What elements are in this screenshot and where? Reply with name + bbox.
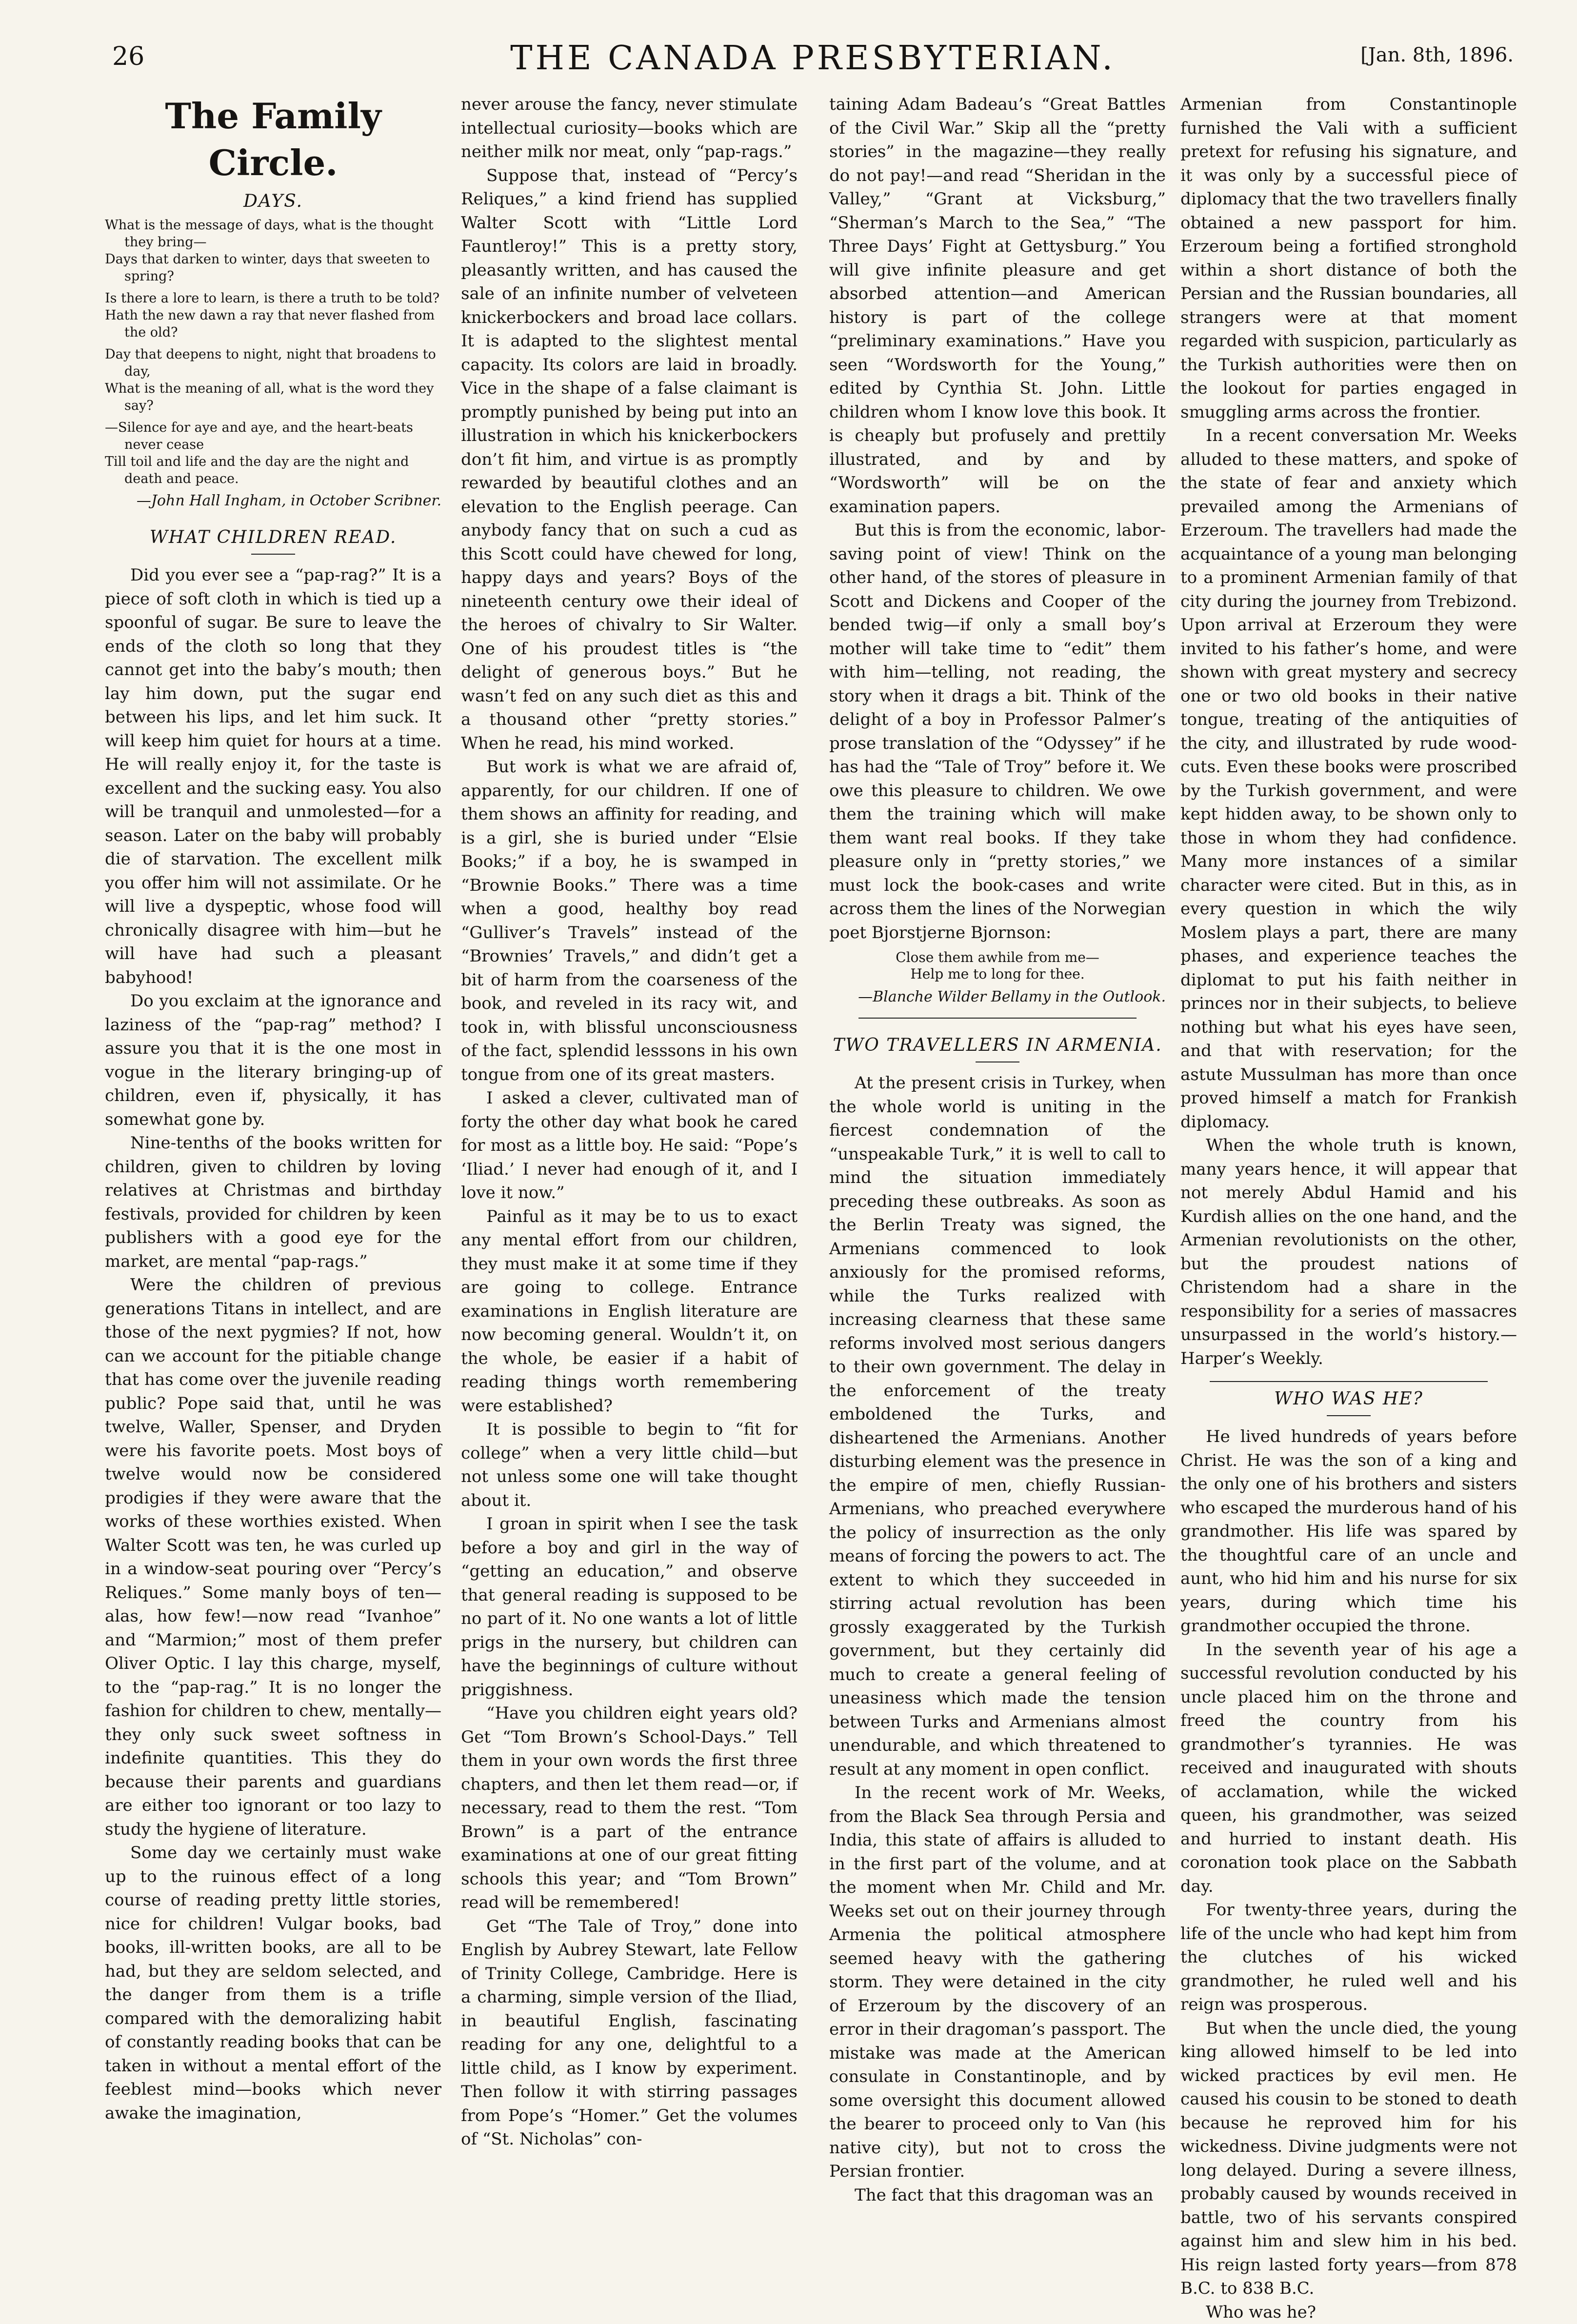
paragraph: But this is from the economic, labor-saving point of view! Think on the other hand, of the stores of pleasure in Scott and Dickens and Cooper of the bended twig—if only a small boy’s mother will take time to “edit” them with him—telling, not reading, the story when it drags a bit. Think of the delight of a boy in Professor Palmer’s prose translation of the “Odyssey” if he has had the “Tale of Troy” before it. We owe this pleasure to children. We owe them the training which will make them want real books. If they take pleasure only in “pretty stories,” we must lock the book-cases and write across them the lines of the Norwegian poet Bjorstjerne Bjornson: [829,519,1166,944]
issue-date: [Jan. 8th, 1896. [1360,44,1514,66]
quote-line: Help me to long for thee. [829,966,1166,982]
column-4 [1180,93,1517,2147]
article-title: TWO TRAVELLERS IN ARMENIA. [829,1034,1166,1057]
column-2 [461,93,798,2147]
poem-line: What is the message of days, what is the thought they bring— [105,217,441,251]
paragraph: Who was he? [1180,2301,1517,2324]
paragraph: I asked a clever, cultivated man of forty the other day what book he cared for most as a little boy. He said: “Pope’s ‘Iliad.’ I never had enough of it, and I love it now.” [461,1086,798,1205]
poem-title: DAYS. [105,190,441,213]
paragraph: But work is what we are afraid of, apparently, for our children. If one of them shows an affinity for reading, and is a girl, she is buried under “Elsie Books;” if a boy, he is swamped in “Brownie Books.” There was a time when a good, healthy boy read “Gulliver’s Travels” instead of the “Brownies’ Travels,” and didn’t get a bit of harm from the coarseness of the book, and reveled in its racy wit, and took in, with blissful unconsciousness of the fact, splendid lesssons in his own tongue from one of its great masters. [461,755,798,1086]
poem-line: Till toil and life and the day are the night and death and peace. [105,453,441,487]
paragraph: Do you exclaim at the ignorance and laziness of the “pap-rag” method? I assure you that it is the one most in vogue in the literary bringing-up of children, even if, physically, it has somewhat gone by. [105,989,441,1131]
page-number: 26 [112,42,144,71]
paragraph: But when the uncle died, the young king allowed himself to be led into wicked practices by evil men. He caused his cousin to be stoned to death because he reproved him for his wickedness. Divine judgments were not long delayed. During a severe illness, probably caused by wounds received in battle, two of his servants conspired against him and slew him in his bed. His reign lasted forty years—from 878 B.C. to 838 B.C. [1180,2017,1517,2301]
article-title: WHO WAS HE? [1180,1388,1517,1410]
title-rule [1327,1415,1371,1416]
newspaper-title: THE CANADA PRESBYTERIAN. [112,39,1514,78]
paragraph: Did you ever see a “pap-rag?” It is a piece of soft cloth in which is tied up a spoonful of sugar. Be sure to leave the ends of the cloth so long that they cannot get into the baby’s mouth; then lay him down, put the sugar end between his lips, and let him suck. It will keep him quiet for hours at a time. He will really enjoy it, for the taste is excellent and the sucking easy. You also will be tranquil and unmolested—for a season. Later on the baby will probably die of starvation. The excellent milk you offer him will not assimilate. Or he will live a dyspeptic, whose food will chronically disagree with him—but he will have had such a pleasant babyhood! [105,563,441,989]
poem-line: What is the meaning of all, what is the word they say? [105,380,441,414]
title-rule [251,554,295,555]
column-1 [105,93,441,2147]
poem-line: Days that darken to winter, days that sweeten to spring? [105,251,441,285]
column-3 [829,93,1166,2147]
poem-line: Day that deepens to night, night that broadens to day, [105,346,441,380]
poem-line: —Silence for aye and aye, and the heart-beats never cease [105,419,441,453]
paragraph: In the seventh year of his age a successful revolution conducted by his uncle placed him on the throne and freed the country from his grandmother’s tyrannies. He was received and inaugurated with shouts of acclamation, while the wicked queen, his grandmother, was seized and hurried to instant death. His coronation took place on the Sabbath day. [1180,1638,1517,1899]
quote [829,949,1166,982]
paragraph: At the present crisis in Turkey, when the whole world is uniting in the fiercest condemnation of the “unspeakable Turk,” it is well to call to mind the situation immediately preceding these outbreaks. As soon as the Berlin Treaty was signed, the Armenians commenced to look anxiously for the promised reforms, while the Turks realized with increasing clearness that these same reforms involved most serious dangers to their own government. The delay in the enforcement of the treaty emboldened the Turks, and disheartened the Armenians. Another disturbing element was the presence in the empire of men, chiefly Russian-Armenians, who preached everywhere the policy of insurrection as the only means of forcing the powers to act. The extent to which they succeeded in stirring actual revolution has been grossly exaggerated by the Turkish government, but they certainly did much to create a general feeling of uneasiness which made the tension between Turks and Armenians almost unendurable, and which threatened to result at any moment in open conflict. [829,1071,1166,1781]
article-title: WHAT CHILDREN READ. [105,526,441,549]
masthead [112,39,1514,88]
poem-line: Is there a lore to learn, is there a truth to be told? [105,290,441,307]
paragraph: Get “The Tale of Troy,” done into English by Aubrey Stewart, late Fellow of Trinity College, Cambridge. Here is a charming, simple version of the Iliad, in beautiful English, fascinating reading for any one, delightful to a little child, as I know by experiment. Then follow it with stirring passages from Pope’s “Homer.” Get the volumes of “St. Nicholas” con- [461,1915,798,2151]
paragraph: taining Adam Badeau’s “Great Battles of the Civil War.” Skip all the “pretty stories” in the magazine—they really do not pay!—and read “Sheridan in the Valley,” “Grant at Vicksburg,” “Sherman’s March to the Sea,” “The Three Days’ Fight at Gettysburg.” You will give infinite pleasure and get absorbed attention—and American history is part of the college “preliminary examinations.” Have you seen “Wordsworth for the Young,” edited by Cynthia St. John. Little children whom I know love this book. It is cheaply but profusely and prettily illustrated, and by and by “Wordsworth” will be on the examination papers. [829,93,1166,519]
paragraph: Nine-tenths of the books written for children, given to children by loving relatives at Christmas and birthday festivals, provided for children by keen publishers with a good eye for the market, are mental “pap-rags.” [105,1131,441,1273]
paragraph: He lived hundreds of years before Christ. He was the son of a king and the only one of his brothers and sisters who escaped the murderous hand of his grandmother. His life was spared by the thoughtful care of an uncle and aunt, who hid him and his nurse for six years, during which time his grandmother occupied the throne. [1180,1425,1517,1638]
poem-line: Hath the new dawn a ray that never flashed from the old? [105,307,441,341]
poem-attribution: —John Hall Ingham, in October Scribner. [105,491,441,511]
paragraph: Painful as it may be to us to exact any mental effort from our children, they must make it at some time if they are going to college. Entrance examinations in English literature are now becoming general. Wouldn’t it, on the whole, be easier if a habit of reading things worth remembering were established? [461,1205,798,1418]
paragraph: When the whole truth is known, many years hence, it will appear that not merely Abdul Hamid and his Kurdish allies on the one hand, and the Armenian revolutionists on the other, but the proudest nations of Christendom had a share in the responsibility for a series of massacres unsurpassed in the world’s history.—Harper’s Weekly. [1180,1134,1517,1370]
section-rule [1210,1381,1488,1382]
paragraph: The fact that this dragoman was an [829,2184,1166,2207]
section-title: The Family Circle. [105,93,441,186]
paragraph: For twenty-three years, during the life of the uncle who had kept him from the clutches of his wicked grandmother, he ruled well and his reign was prosperous. [1180,1898,1517,2017]
paragraph: Were the children of previous generations Titans in intellect, and are those of the next pygmies? If not, how can we account for the pitiable change that has come over the juvenile reading public? Pope said that, until he was twelve, Waller, Spenser, and Dryden were his favorite poets. Most boys of twelve would now be considered prodigies if they were aware that the works of these worthies existed. When Walter Scott was ten, he was curled up in a window-seat pouring over “Percy’s Reliques.” Some manly boys of ten—alas, how few!—now read “Ivanhoe” and “Marmion;” most of them prefer Oliver Optic. I lay this charge, myself, to the “pap-rag.” It is no longer the fashion for children to chew, mentally—they only suck sweet softness in indefinite quantities. This they do because their parents and guardians are either too ignorant or too lazy to study the hygiene of literature. [105,1273,441,1841]
paragraph: Suppose that, instead of “Percy’s Reliques,” a kind friend has supplied Walter Scott with “Little Lord Fauntleroy!” This is a pretty story, pleasantly written, and has caused the sale of an infinite number of velveteen knickerbockers and broad lace collars. It is adapted to the slightest mental capacity. Its colors are laid in broadly. Vice in the shape of a false claimant is promptly punished by being put into an illustration in which his knickerbockers don’t fit him, and virtue is as promptly rewarded by beautiful clothes and an elevation to the English peerage. Can anybody fancy that on such a cud as this Scott could have chewed for long, happy days and years? Boys of the nineteenth century owe their ideal of the heroes of chivalry to Sir Walter. One of his proudest titles is “the delight of generous boys.” But he wasn’t fed on any such diet as this and a thousand other “pretty stories.” When he read, his mind worked. [461,164,798,756]
paragraph: Some day we certainly must wake up to the ruinous effect of a long course of reading pretty little stories, nice for children! Vulgar books, bad books, ill-written books, are all to be had, but they are seldom selected, and the danger from them is a trifle compared with the demoralizing habit of constantly reading books that can be taken in without a mental effort of the feeblest mind—books which never awake the imagination, [105,1841,441,2125]
section-rule [858,1018,1137,1019]
paragraph: I groan in spirit when I see the task before a boy and girl in the way of “getting an education,” and observe that general reading is supposed to be no part of it. No one wants a lot of little prigs in the nursery, but children can have the beginnings of culture without priggishness. [461,1512,798,1702]
paragraph: In the recent work of Mr. Weeks, from the Black Sea through Persia and India, this state of affairs is alluded to in the first part of the volume, and at the moment when Mr. Child and Mr. Weeks set out on their journey through Armenia the political atmosphere seemed heavy with the gathering storm. They were detained in the city of Erzeroum by the discovery of an error in their dragoman’s passport. The mistake was made at the American consulate in Constantinople, and by some oversight this document allowed the bearer to proceed only to Van (his native city), but not to cross the Persian frontier. [829,1781,1166,2184]
paragraph: It is possible to begin to “fit for college” when a very little child—but not unless some one will take thought about it. [461,1418,798,1512]
quote-line: Close them awhile from me— [829,949,1166,966]
article-attribution: —Blanche Wilder Bellamy in the Outlook. [829,987,1166,1007]
paragraph: In a recent conversation Mr. Weeks alluded to these matters, and spoke of the state of fear and anxiety which prevailed among the Armenians of Erzeroum. The travellers had made the acquaintance of a young man belonging to a prominent Armenian family of that city during the journey from Trebizond. Upon arrival at Erzeroum they were invited to his father’s home, and were shown with great mystery and secrecy one or two old books in their native tongue, treating of the antiquities of the city, and illustrated by rude wood-cuts. Even these books were proscribed by the Turkish government, and were kept hidden away, to be shown only to those in whom they had confidence. Many more instances of a similar character were cited. But in this, as in every question in which the wily Moslem plays a part, there are many phases, and experience teaches the diplomat to put his faith neither in princes nor in their subjects, to believe nothing but what his eyes have seen, and that with reservation; for the astute Mussulman has more than once proved himself a match for Frankish diplomacy. [1180,424,1517,1134]
paragraph: Armenian from Constantinople furnished the Vali with a sufficient pretext for refusing his signature, and it was only by a successful piece of diplomacy that the two travellers finally obtained a new passport for him. Erzeroum being a fortified stronghold within a short distance of both the Persian and the Russian boundaries, all strangers were at that moment regarded with suspicion, particularly as the Turkish authorities were then on the lookout for parties engaged in smuggling arms across the frontier. [1180,93,1517,424]
paragraph: never arouse the fancy, never stimulate intellectual curiosity—books which are neither milk nor meat, only “pap-rags.” [461,93,798,164]
paragraph: “Have you children eight years old? Get “Tom Brown’s School-Days.” Tell them in your own words the first three chapters, and then let them read—or, if necessary, read to them the rest. “Tom Brown” is a part of the entrance examinations at one of our great fitting schools this year; and “Tom Brown” read will be remembered! [461,1702,798,1915]
poem [105,217,441,487]
